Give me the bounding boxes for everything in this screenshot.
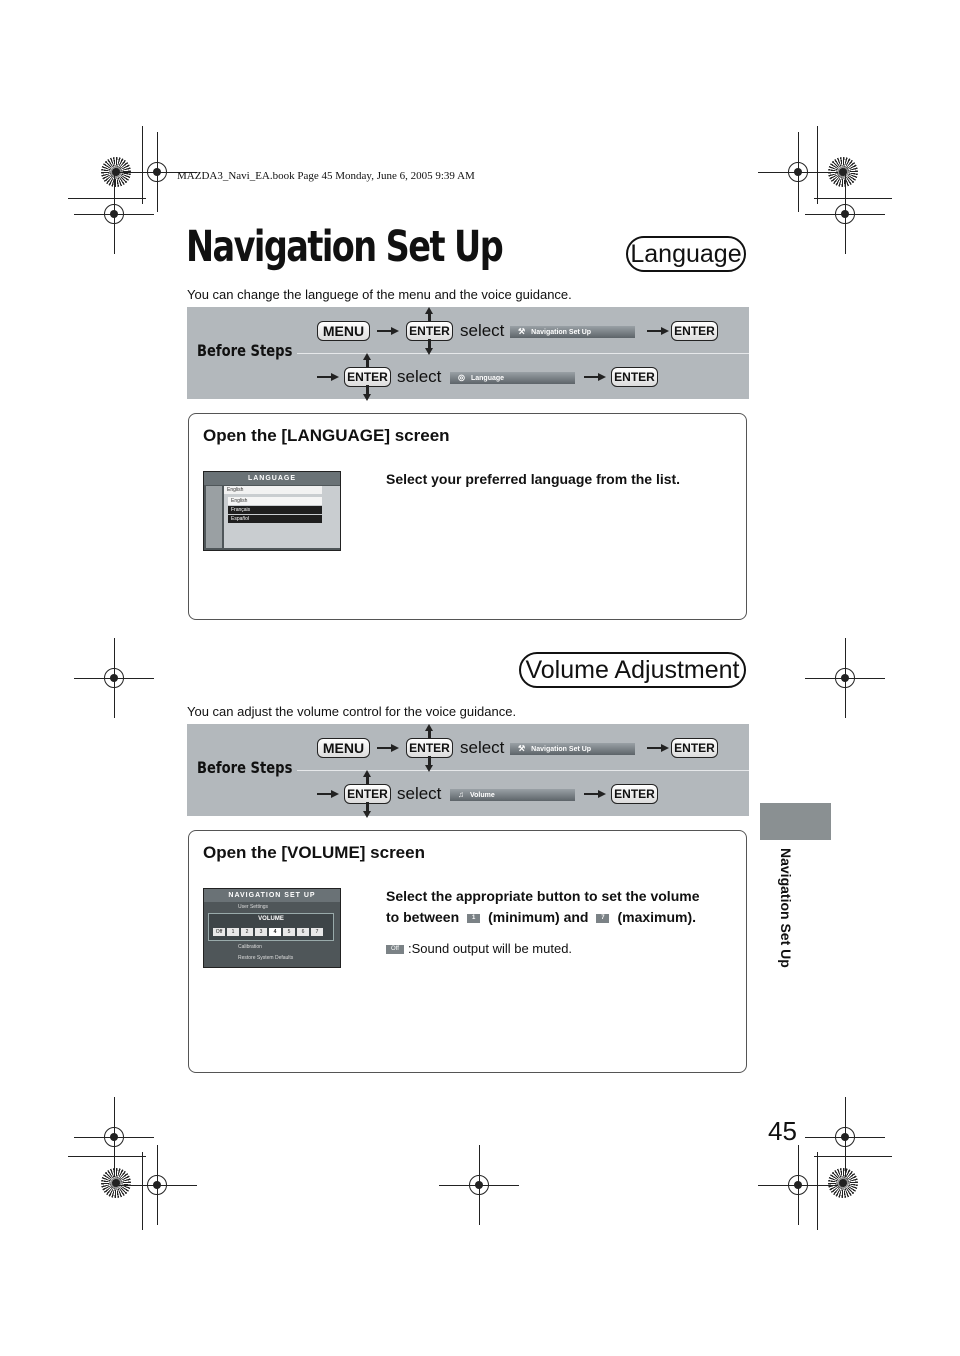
arrow-right-icon — [377, 744, 399, 752]
crop-mark — [814, 198, 892, 199]
menu-item-volume — [450, 789, 575, 801]
side-tab-label — [778, 848, 796, 978]
menu-item-language — [450, 372, 575, 384]
volume-card — [188, 830, 747, 1073]
bar-label: Navigation Set Up — [531, 746, 592, 753]
registration-sunburst-icon — [828, 1168, 858, 1198]
user-settings-row: User Settings — [238, 904, 269, 910]
enter-button[interactable]: ENTER — [406, 321, 453, 341]
arrow-down-icon — [363, 802, 372, 818]
menu-button[interactable]: MENU — [317, 321, 370, 341]
language-option[interactable]: Français — [228, 506, 322, 514]
crop-mark — [142, 1152, 143, 1230]
select-word: select — [397, 784, 442, 803]
arrow-right-icon — [317, 373, 339, 381]
globe-icon: ◎ — [458, 373, 465, 382]
enter-button[interactable]: ENTER — [671, 738, 718, 758]
side-tab-marker — [760, 803, 831, 840]
before-steps-label: Before Steps — [197, 341, 293, 360]
volume-button[interactable]: 2 — [241, 928, 253, 936]
crop-mark — [817, 1152, 818, 1230]
text-line-1: Select the appropriate button to set the volume — [386, 888, 700, 904]
volume-button[interactable]: 6 — [297, 928, 309, 936]
card-title: Open the [VOLUME] screen — [203, 843, 425, 862]
bar-label: Volume — [470, 792, 495, 799]
crop-mark — [142, 126, 143, 204]
bar-label: Navigation Set Up — [531, 329, 592, 336]
menu-item-navigation-set-up — [510, 743, 635, 755]
crop-mark — [814, 1156, 892, 1157]
before-steps-label: Before Steps — [197, 758, 293, 777]
enter-button[interactable]: ENTER — [344, 784, 391, 804]
text-to-between: to between — [386, 909, 460, 925]
arrow-right-icon — [584, 373, 606, 381]
mute-note — [386, 941, 572, 956]
language-screen-thumbnail — [203, 471, 341, 551]
registration-sunburst-icon — [101, 1168, 131, 1198]
arrow-down-icon — [363, 385, 372, 401]
select-word: select — [460, 738, 505, 757]
volume-button[interactable]: Off — [213, 928, 225, 936]
crop-mark — [817, 126, 818, 204]
enter-button[interactable]: ENTER — [406, 738, 453, 758]
language-intro: You can change the languege of the menu and the voice guidance. — [187, 287, 572, 302]
language-pill: Language — [626, 236, 746, 272]
arrow-down-icon — [425, 339, 434, 355]
mute-note-text: :Sound output will be muted. — [408, 941, 573, 956]
crop-mark — [68, 198, 146, 199]
volume-adjustment-pill: Volume Adjustment — [519, 652, 746, 688]
arrow-right-icon — [647, 744, 669, 752]
volume-panel — [208, 913, 334, 941]
page-title: Navigation Set Up — [186, 222, 503, 272]
select-word: select — [460, 321, 505, 340]
text-line-2 — [386, 907, 746, 928]
volume-title: VOLUME — [258, 916, 284, 922]
volume-button-selected[interactable]: 4 — [269, 928, 281, 936]
language-card — [188, 413, 747, 620]
language-before-steps — [187, 307, 749, 399]
select-word: select — [397, 367, 442, 386]
calibration-row: Calibration — [238, 944, 262, 950]
arrow-right-icon — [377, 327, 399, 335]
side-tab-text: Navigation Set Up — [778, 848, 794, 968]
arrow-right-icon — [584, 790, 606, 798]
screen-header: LANGUAGE — [204, 472, 340, 485]
volume-screen-thumbnail — [203, 888, 341, 968]
speaker-icon: ♫ — [458, 790, 464, 799]
current-language: English — [224, 486, 322, 494]
volume-button[interactable]: 7 — [311, 928, 323, 936]
arrow-right-icon — [647, 327, 669, 335]
language-option[interactable]: English — [228, 497, 322, 505]
card-title: Open the [LANGUAGE] screen — [203, 426, 450, 445]
book-header: MAZDA3_Navi_EA.book Page 45 Monday, June 6, 2005 9:39 AM — [177, 170, 475, 182]
button-7-chip: 7 — [596, 914, 609, 923]
enter-button[interactable]: ENTER — [611, 784, 658, 804]
bar-label: Language — [470, 375, 505, 382]
menu-item-navigation-set-up — [510, 326, 635, 338]
crop-mark — [68, 1156, 146, 1157]
volume-button[interactable]: 5 — [283, 928, 295, 936]
arrow-right-icon — [317, 790, 339, 798]
arrow-down-icon — [425, 756, 434, 772]
button-off-chip: Off — [386, 945, 404, 954]
volume-intro: You can adjust the volume control for the voice guidance. — [187, 704, 517, 719]
screen-header: NAVIGATION SET UP — [204, 889, 340, 902]
enter-button[interactable]: ENTER — [671, 321, 718, 341]
page-number: 45 — [768, 1116, 797, 1146]
screen-left-column — [206, 486, 222, 548]
enter-button[interactable]: ENTER — [344, 367, 391, 387]
card-text — [386, 886, 746, 928]
enter-button[interactable]: ENTER — [611, 367, 658, 387]
restore-defaults-row: Restore System Defaults — [238, 955, 294, 961]
text-maximum: (maximum). — [617, 909, 697, 925]
button-1-chip: 1 — [467, 914, 480, 923]
card-text: Select your preferred language from the list. — [386, 471, 681, 487]
volume-button[interactable]: 1 — [227, 928, 239, 936]
text-minimum: (minimum) and — [488, 909, 589, 925]
volume-button[interactable]: 3 — [255, 928, 267, 936]
language-option[interactable]: Español — [228, 515, 322, 523]
menu-button[interactable]: MENU — [317, 738, 370, 758]
wrench-icon: ⚒ — [518, 744, 526, 753]
wrench-icon: ⚒ — [518, 327, 526, 336]
volume-before-steps — [187, 724, 749, 816]
